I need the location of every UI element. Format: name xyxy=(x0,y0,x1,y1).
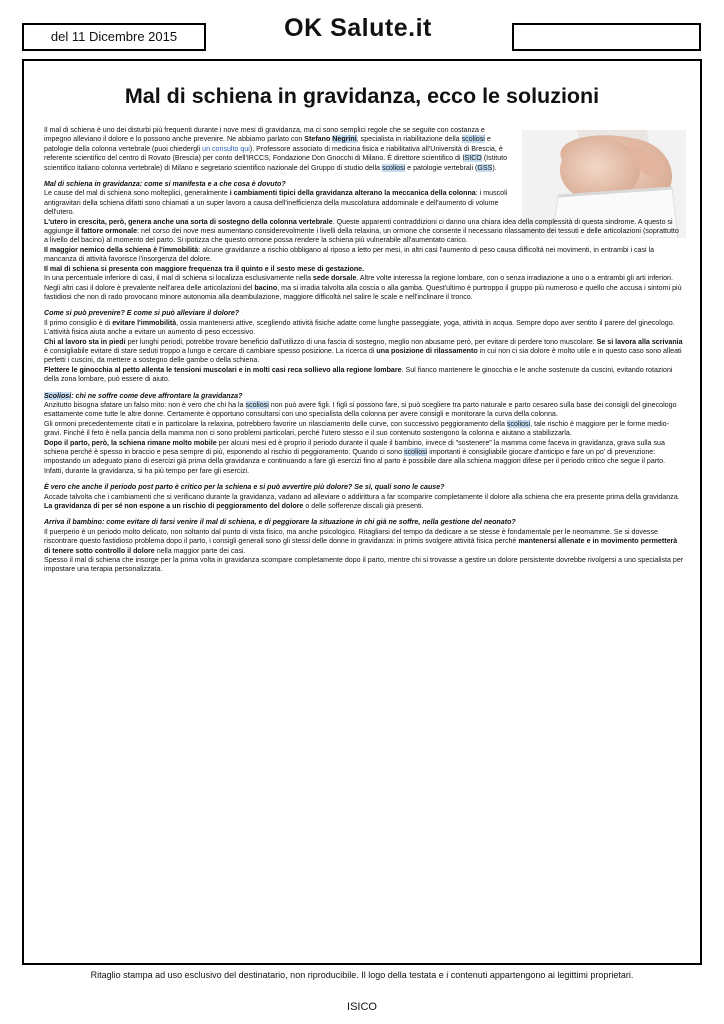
paragraph: Gli ormoni precedentemente citati e in particolare la relaxina, potrebbero favorire un rilasciamento delle curve, con successivo peggioramento della scoliosi, tale rischio è maggiore per le forme medio-gravi. Finché il feto è nella pancia della mamma non ci sono problemi particolari, perché l'utero stesso e il suo contenuto sostengono la colonna e aiutano a stabilizzarla. xyxy=(44,419,669,438)
paragraph: In una percentuale inferiore di casi, il mal di schiena si localizza esclusivamente nella sede dorsale. Altre volte interessa la regione lombare, con o senza irradiazione a uno o a entrambi gli arti inferiori. Negli altri casi il dolore è prevalente nell'area delle articolazioni del bacino, ma si irradia talvolta alla coscia o alla gamba. Quest'ultimo è purtroppo il gruppo più numeroso e quello che accusa i sintomi più fastidiosi che non di rado provocano minore autonomia alla deambulazione, maggiore difficoltà nel salire le scale e nell'inclinare il tronco. xyxy=(44,274,682,301)
article-title: Mal di schiena in gravidanza, ecco le soluzioni xyxy=(124,84,600,108)
section-question: Come si può prevenire? E come si può alleviare il dolore? xyxy=(44,309,240,318)
paragraph: L'utero in crescita, però, genera anche una sorta di sostegno della colonna vertebrale. Queste apparenti contraddizioni ci danno una chiara idea della complessità di questa sindrome. A questo si aggiunge il fattore ormonale: nel corso dei nove mesi aumentano considerevolmente i livelli della relaxina, un ormone che consente il necessario rilassamento dei tessuti e delle articolazioni (soprattutto a livello del bacino) al momento del parto. Si ipotizza che questo ormone possa rendere la schiena più vulnerabile all'aumentato carico. xyxy=(44,217,679,245)
source-label: ISICO xyxy=(347,1001,377,1013)
intro-paragraph: Il mal di schiena è uno dei disturbi più frequenti durante i nove mesi di gravidanza, ma ci sono semplici regole che se seguite con costanza e impegno alleviano il dolore e lo possono anche prevenire. Ne abbiamo parlato con Stefano Negrini, specialista in riabilitazione della scoliosi e patologie della colonna vertebrale (puoi chiedergli un consulto qui). Professore associato di medicina fisica e riabilitativa all'Università di Brescia, è referente scientifico del centro di Rovato (Brescia) per conto dell'IRCCS, Fondazione Don Gnocchi di Milano. È direttore scientifico di ISICO (Istituto scientifico italiano colonna vertebrale) di Milano e segretario scientifico nazionale del Gruppo di studio della scoliosi e patologie vertebrali (GSS). xyxy=(44,126,508,172)
section-question: Arriva il bambino: come evitare di farsi venire il mal di schiena, e di peggiorare la situazione in chi già ne soffre, nella gestione del neonato? xyxy=(44,518,516,527)
section-question: Scoliosi: chi ne soffre come deve affrontare la gravidanza? xyxy=(44,391,243,400)
paragraph: Il primo consiglio è di evitare l'immobilità, ossia mantenersi attive, scegliendo attività fisiche adatte come lunghe passeggiate, yoga, attività in acqua. Sempre dopo aver sentito il parere del ginecologo. L'attività fisica aiuta anche a evitare un aumento di peso eccessivo. xyxy=(44,318,675,337)
paragraph: Flettere le ginocchia al petto allenta le tensioni muscolari e in molti casi reca sollievo alla regione lombare. Sul fianco mantenere le ginocchia e le anche sostenute da cuscini, evitando rotazioni della zona lombare, può essere di aiuto. xyxy=(44,365,673,384)
section-question: Mal di schiena in gravidanza: come si manifesta e a che cosa è dovuto? xyxy=(44,180,286,189)
paragraph: Accade talvolta che i cambiamenti che si verificano durante la gravidanza, vadano ad alleviare o addirittura a far scomparire completamente il dolore alla schiena che era presente prima della gravidanza. La gravidanza di per sé non espone a un rischio di peggioramento del dolore o delle sofferenze discali già presenti. xyxy=(44,492,680,511)
paragraph: Spesso il mal di schiena che insorge per la prima volta in gravidanza scompare completamente dopo il parto, mentre chi si trovasse a gestire un dolore persistente dovrebbe rivolgersi a uno specialista per impostare una terapia personalizzata. xyxy=(44,556,684,574)
empty-header-box xyxy=(512,23,701,51)
consultation-link[interactable]: un consulto qui xyxy=(202,144,250,153)
article-body xyxy=(44,126,684,575)
publication-logo: OK Salute.it xyxy=(284,14,432,42)
paragraph: Anzitutto bisogna sfatare un falso mito: non è vero che chi ha la scoliosi non può avere figli. I figli si possono fare, si può scegliere tra parto naturale e parto cesareo sulla base dei consigli del ginecologo esattamente come tutte le altre donne. Certamente è opportuno consultarsi con uno specialista della colonna per avere consigli e monitorare la curva della colonna. xyxy=(44,400,677,419)
paragraph: Dopo il parto, però, la schiena rimane molto mobile per alcuni mesi ed è proprio il periodo durante il quale il bambino, invece di "sostenere" la mamma come faceva in gravidanza, grava sulla sua schiena perché è spesso in braccio e pesa sempre di più, esponendo al rischio di peggioramento. Quando ci sono scoliosi importanti è consigliabile giocare d'anticipo e fare un po' di prevenzione: impostando un adeguato piano di esercizi già prima della gravidanza e continuando a fare gli esercizi fino al parto è possibile dare alla schiena maggiori difese per il periodo critico che segue il parto. Infatti, durante la gravidanza, si ha più tempo per fare gli esercizi. xyxy=(44,438,666,475)
paragraph: Il puerperio è un periodo molto delicato, non soltanto dal punto di vista fisico, ma anche psicologico. Ritagliarsi del tempo da dedicare a se stesse è fondamentale per le neomamme. Se si dovesse riscontrare questo fastidioso problema dopo il parto, i consigli generali sono gli stessi delle donne in gravidanza: in primis svolgere attività fisica perché mantenersi allenate e in movimento permetterà di tenere sotto controllo il dolore nella maggior parte dei casi. xyxy=(44,527,678,555)
paragraph: Le cause del mal di schiena sono molteplici, generalmente i cambiamenti tipici della gravidanza alterano la meccanica della colonna: i muscoli antigravitari della schiena difatti sono chiamati a un super lavoro a causa dell'inefficienza della muscolatura addominale e dell'aumento di volume dell'utero. xyxy=(44,189,508,217)
copyright-notice: Ritaglio stampa ad uso esclusivo del destinatario, non riproducibile. Il logo della testata e i contenuti appartengono ai legittimi proprietari. xyxy=(90,970,634,980)
section-question: È vero che anche il periodo post parto è critico per la schiena e si può avvertire più dolore? Se sì, quali sono le cause? xyxy=(44,483,445,492)
paragraph: Il mal di schiena si presenta con maggiore frequenza tra il quinto e il sesto mese di gestazione. xyxy=(44,264,365,273)
paragraph: Il maggior nemico della schiena è l'immobilità: alcune gravidanze a rischio obbligano al riposo a letto per mesi, in altri casi l'aumento di peso causa difficoltà nei movimenti, in entrambi i casi la mancanza di attività favorisce l'insorgenza del dolore. xyxy=(44,245,655,264)
date-box: del 11 Dicembre 2015 xyxy=(22,23,206,51)
paragraph: Chi al lavoro sta in piedi per lunghi periodi, potrebbe trovare beneficio dall'utilizzo di una fascia di sostegno, meglio non abusarne però, per evitare di perdere tono muscolare. Se si lavora alla scrivania è consigliabile evitare di stare seduti troppo a lungo e cercare di cambiare spesso posizione. La ricerca di una posizione di rilassamento in cui non ci sia dolore è molto utile e in questo caso sono alleati perfetti i cuscini, da mettere a sostegno delle gambe o della schiena. xyxy=(44,337,683,365)
